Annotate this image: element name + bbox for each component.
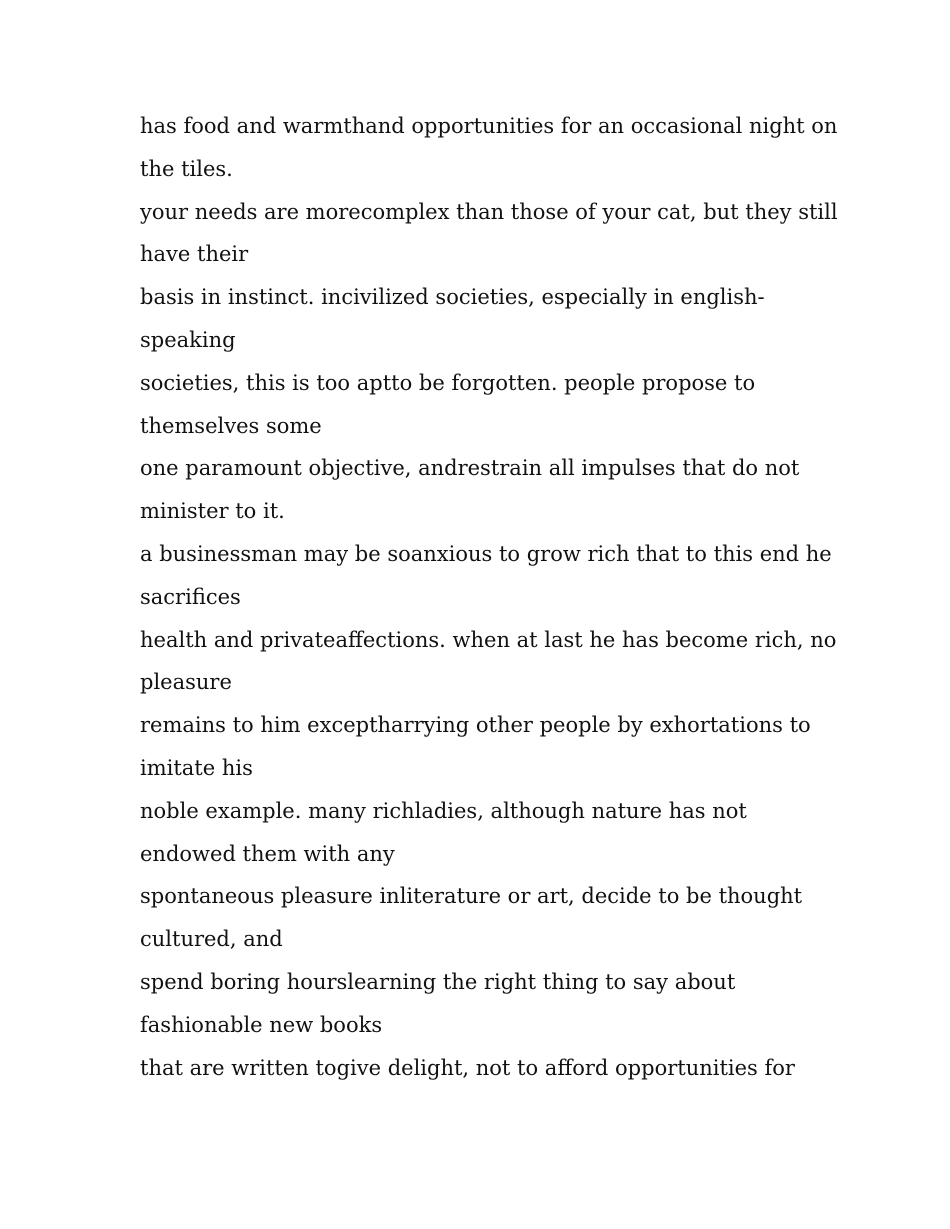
text-line-4: have their	[140, 242, 249, 267]
text-line-7: societies, this is too aptto be forgotten. people propose to	[140, 370, 756, 395]
text-line-3: your needs are morecomplex than those of your cat, but they still	[140, 199, 838, 224]
text-line-9: one paramount objective, andrestrain all impulses that do not	[140, 456, 800, 481]
text-line-21: spend boring hourslearning the right thing to say about	[140, 969, 736, 994]
text-line-1: has food and warmthand opportunities for an occasional night on	[140, 114, 838, 138]
text-line-5: basis in instinct. incivilized societies, especially in english-	[140, 285, 765, 310]
text-line-10: minister to it.	[140, 499, 285, 524]
text-line-14: pleasure	[140, 670, 232, 695]
text-line-13: health and privateaffections. when at last he has become rich, no	[140, 627, 837, 652]
text-line-22: fashionable new books	[140, 1012, 383, 1037]
text-line-23: that are written togive delight, not to afford opportunities for	[140, 1055, 795, 1080]
text-line-19: spontaneous pleasure inliterature or art, decide to be thought	[140, 884, 803, 909]
text-line-18: endowed them with any	[140, 841, 395, 866]
text-line-12: sacrifices	[140, 584, 241, 609]
text-line-15: remains to him excepth​arrying other people by exhortations to	[140, 713, 811, 738]
document-text-block	[140, 105, 838, 1089]
text-line-6: speaking	[140, 327, 236, 352]
text-line-16: imitate his	[140, 755, 253, 780]
text-line-2: the tiles.	[140, 156, 233, 181]
text-line-8: themselves some	[140, 413, 322, 438]
text-line-20: cultured, and	[140, 927, 283, 952]
text-line-17: noble example. many richladies, although nature has not	[140, 798, 747, 823]
text-line-11: a businessman may be soanxious to grow rich that to this end he	[140, 541, 832, 566]
